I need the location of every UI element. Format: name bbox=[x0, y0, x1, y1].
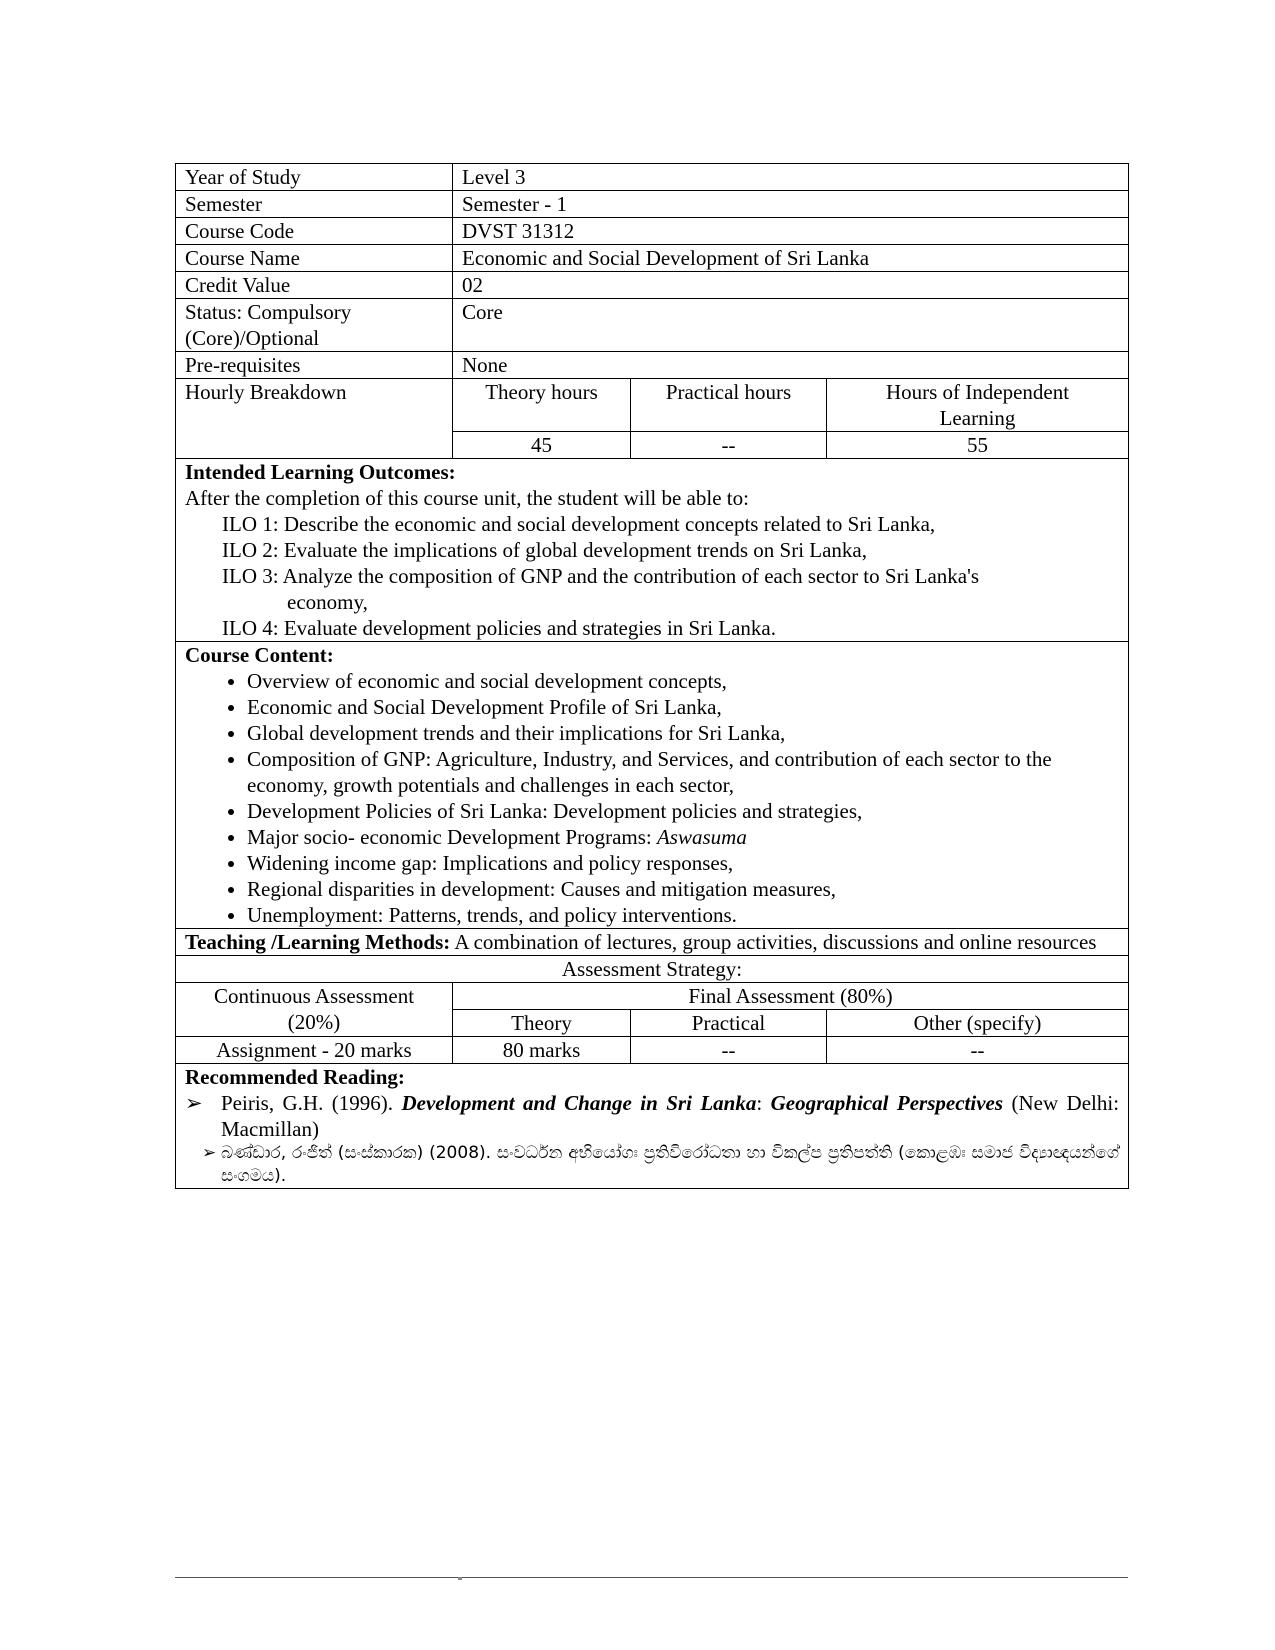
value-other: -- bbox=[827, 1037, 1129, 1064]
list-item: • Unemployment: Patterns, trends, and policy interventions. bbox=[247, 902, 1119, 928]
row-ilo bbox=[176, 459, 1129, 642]
value-course-name: Economic and Social Development of Sri Lanka bbox=[453, 245, 1129, 272]
ref1-colon: : bbox=[756, 1091, 763, 1115]
label-course-code: Course Code bbox=[176, 218, 453, 245]
value-course-code: DVST 31312 bbox=[453, 218, 1129, 245]
recommended-reading-section bbox=[176, 1064, 1129, 1189]
value-prerequisites: None bbox=[453, 352, 1129, 379]
list-item-text: Major socio- economic Development Programs: bbox=[247, 825, 652, 849]
label-status-line2: (Core)/Optional bbox=[185, 326, 320, 350]
final-assessment-header: Final Assessment (80%) bbox=[453, 983, 1129, 1010]
arrow-bullet-icon: ➢ bbox=[202, 1143, 217, 1163]
footer-rule bbox=[175, 1577, 1128, 1578]
header-practical: Practical bbox=[631, 1010, 827, 1037]
ilo-item: ILO 1: Describe the economic and social development concepts related to Sri Lanka, bbox=[222, 512, 936, 536]
row-prerequisites bbox=[176, 352, 1129, 379]
value-independent-hours: 55 bbox=[827, 432, 1129, 459]
reading-item-1 bbox=[185, 1090, 1119, 1142]
continuous-assessment-line1: Continuous Assessment bbox=[213, 984, 415, 1008]
label-course-name: Course Name bbox=[176, 245, 453, 272]
assessment-strategy-title: Assessment Strategy: bbox=[176, 956, 1129, 983]
row-recommended-reading bbox=[176, 1064, 1129, 1189]
value-credit-value: 02 bbox=[453, 272, 1129, 299]
row-assessment-header bbox=[176, 983, 1129, 1010]
ref1-title-part1: Development and Change in Sri Lanka bbox=[401, 1091, 757, 1115]
teaching-methods-text: A combination of lectures, group activities, discussions and online resources bbox=[454, 930, 1097, 954]
continuous-assessment-line2: (20%) bbox=[287, 1010, 341, 1034]
value-semester: Semester - 1 bbox=[453, 191, 1129, 218]
list-item: • Widening income gap: Implications and policy responses, bbox=[247, 850, 1119, 876]
course-spec-table bbox=[175, 163, 1129, 1189]
arrow-bullet-icon: ➢ bbox=[185, 1091, 203, 1115]
reading-list bbox=[185, 1090, 1119, 1142]
course-content-list bbox=[185, 668, 1119, 928]
ref1-publisher: (New Delhi: Macmillan) bbox=[221, 1091, 1120, 1141]
teaching-methods bbox=[176, 929, 1129, 956]
ilo-intro: After the completion of this course unit, the student will be able to: bbox=[185, 486, 749, 510]
teaching-methods-label: Teaching /Learning Methods: bbox=[185, 930, 451, 954]
label-hourly-breakdown: Hourly Breakdown bbox=[176, 379, 453, 459]
list-item: • Economic and Social Development Profile of Sri Lanka, bbox=[247, 694, 1119, 720]
list-item: • Composition of GNP: Agriculture, Industry, and Services, and contribution of each sector to the economy, growth potentials and challenges in each sector, bbox=[247, 746, 1119, 798]
course-content-heading: Course Content: bbox=[185, 643, 334, 667]
ref2-text: බණ්ඩාර, රංජිත් (සංස්කාරක) (2008). සංවර්ධන අභියෝගඃ ප්‍රතිවිරෝධතා හා විකල්ප ප්‍රතිපත්ති (කොළඹඃ සමාජ විද්‍යාඥයන්ගේ සංගමය). bbox=[221, 1143, 1120, 1186]
ilo-section bbox=[176, 459, 1129, 642]
course-content-section bbox=[176, 642, 1129, 929]
value-practical: -- bbox=[631, 1037, 827, 1064]
list-item: • Development Policies of Sri Lanka: Development policies and strategies, bbox=[247, 798, 1119, 824]
label-semester: Semester bbox=[176, 191, 453, 218]
header-theory: Theory bbox=[453, 1010, 631, 1037]
row-year-of-study bbox=[176, 164, 1129, 191]
row-credit-value bbox=[176, 272, 1129, 299]
row-course-code bbox=[176, 218, 1129, 245]
recommended-reading-heading: Recommended Reading: bbox=[185, 1065, 405, 1089]
reading-item-2 bbox=[185, 1142, 1119, 1188]
label-year-of-study: Year of Study bbox=[176, 164, 453, 191]
label-status-line1: Status: Compulsory bbox=[185, 300, 352, 324]
program-name: Aswasuma bbox=[656, 825, 747, 849]
ref1-title-part2: Geographical Perspectives bbox=[770, 1091, 1004, 1115]
row-status bbox=[176, 299, 1129, 352]
continuous-assessment-header bbox=[176, 983, 453, 1037]
row-semester bbox=[176, 191, 1129, 218]
value-status: Core bbox=[453, 299, 1129, 352]
list-item: • Regional disparities in development: Causes and mitigation measures, bbox=[247, 876, 1119, 902]
header-independent-hours: Hours of Independent Learning bbox=[827, 379, 1129, 432]
list-item: • Overview of economic and social development concepts, bbox=[247, 668, 1119, 694]
value-continuous: Assignment - 20 marks bbox=[176, 1037, 453, 1064]
row-teaching-methods bbox=[176, 929, 1129, 956]
ilo-item: ILO 2: Evaluate the implications of global development trends on Sri Lanka, bbox=[222, 538, 868, 562]
ilo-item: ILO 3: Analyze the composition of GNP and the contribution of each sector to Sri Lanka's bbox=[222, 564, 980, 588]
value-theory-hours: 45 bbox=[453, 432, 631, 459]
value-practical-hours: -- bbox=[631, 432, 827, 459]
list-item bbox=[247, 824, 1119, 850]
footer-mark bbox=[458, 1577, 462, 1580]
row-assessment-title bbox=[176, 956, 1129, 983]
row-assessment-values bbox=[176, 1037, 1129, 1064]
label-credit-value: Credit Value bbox=[176, 272, 453, 299]
row-hourly-headers bbox=[176, 379, 1129, 432]
ilo-item-continuation: economy, bbox=[287, 590, 368, 614]
row-course-name bbox=[176, 245, 1129, 272]
header-other: Other (specify) bbox=[827, 1010, 1129, 1037]
label-prerequisites: Pre-requisites bbox=[176, 352, 453, 379]
header-theory-hours: Theory hours bbox=[453, 379, 631, 432]
course-spec-page bbox=[175, 163, 1128, 1189]
header-practical-hours: Practical hours bbox=[631, 379, 827, 432]
row-course-content bbox=[176, 642, 1129, 929]
ilo-item: ILO 4: Evaluate development policies and strategies in Sri Lanka. bbox=[222, 616, 776, 640]
label-status bbox=[176, 299, 453, 352]
ilo-heading: Intended Learning Outcomes: bbox=[185, 460, 456, 484]
value-year-of-study: Level 3 bbox=[453, 164, 1129, 191]
value-theory: 80 marks bbox=[453, 1037, 631, 1064]
ref1-author: Peiris, G.H. (1996). bbox=[221, 1091, 394, 1115]
list-item: • Global development trends and their implications for Sri Lanka, bbox=[247, 720, 1119, 746]
